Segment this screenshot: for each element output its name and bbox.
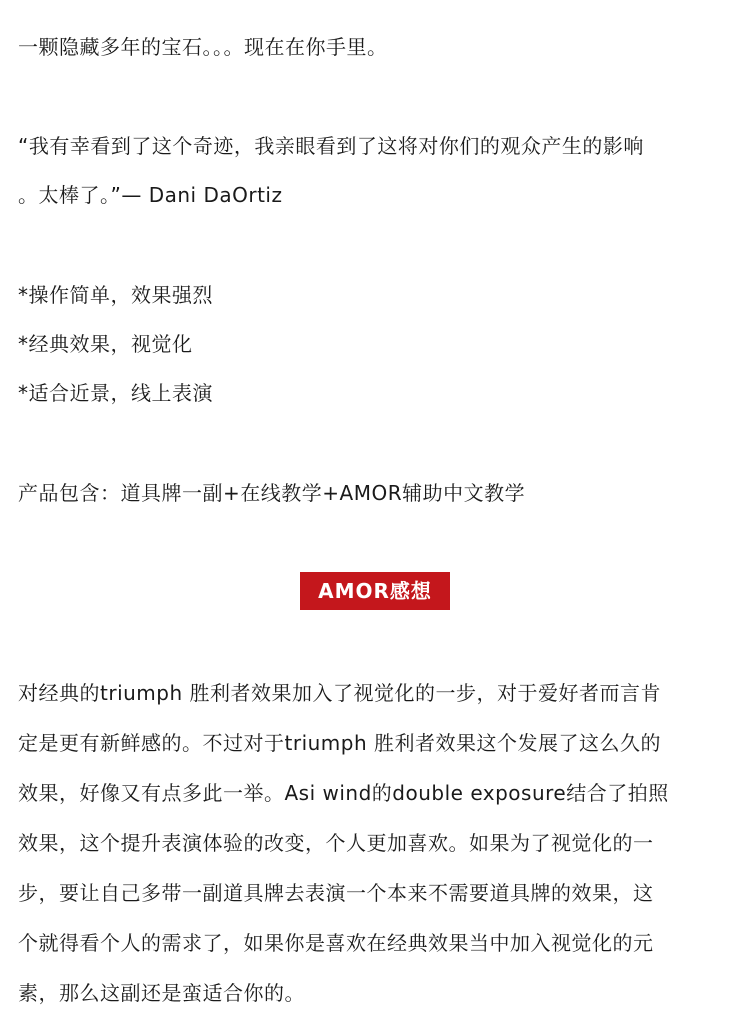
feature-item: *经典效果，视觉化 xyxy=(18,332,193,356)
review-line: 步，要让自己多带一副道具牌去表演一个本来不需要道具牌的效果，这 xyxy=(18,881,654,905)
section-badge: AMOR感想 xyxy=(300,572,450,610)
review-line: 定是更有新鲜感的。不过对于triumph 胜利者效果这个发展了这么久的 xyxy=(18,731,662,755)
review-line: 效果，这个提升表演体验的改变，个人更加喜欢。如果为了视觉化的一 xyxy=(18,831,654,855)
section-header xyxy=(0,572,750,612)
feature-item: *操作简单，效果强烈 xyxy=(18,283,213,307)
review-line: 对经典的triumph 胜利者效果加入了视觉化的一步，对于爱好者而言肯 xyxy=(18,681,662,705)
review-line: 素，那么这副还是蛮适合你的。 xyxy=(18,981,305,1005)
review-line: 效果，好像又有点多此一举。Asi wind的double exposure结合了拍照 xyxy=(18,781,669,805)
review-paragraph xyxy=(18,668,734,1018)
quote-line-1: “我有幸看到了这个奇迹，我亲眼看到了这将对你们的观众产生的影响 xyxy=(18,134,644,158)
quote-line-2: 。太棒了。”— Dani DaOrtiz xyxy=(18,183,283,207)
review-line: 个就得看个人的需求了，如果你是喜欢在经典效果当中加入视觉化的元 xyxy=(18,931,654,955)
intro-text: 一颗隐藏多年的宝石。。。现在在你手里。 xyxy=(18,35,388,59)
package-contents: 产品包含：道具牌一副+在线教学+AMOR辅助中文教学 xyxy=(18,481,526,505)
feature-item: *适合近景，线上表演 xyxy=(18,381,213,405)
